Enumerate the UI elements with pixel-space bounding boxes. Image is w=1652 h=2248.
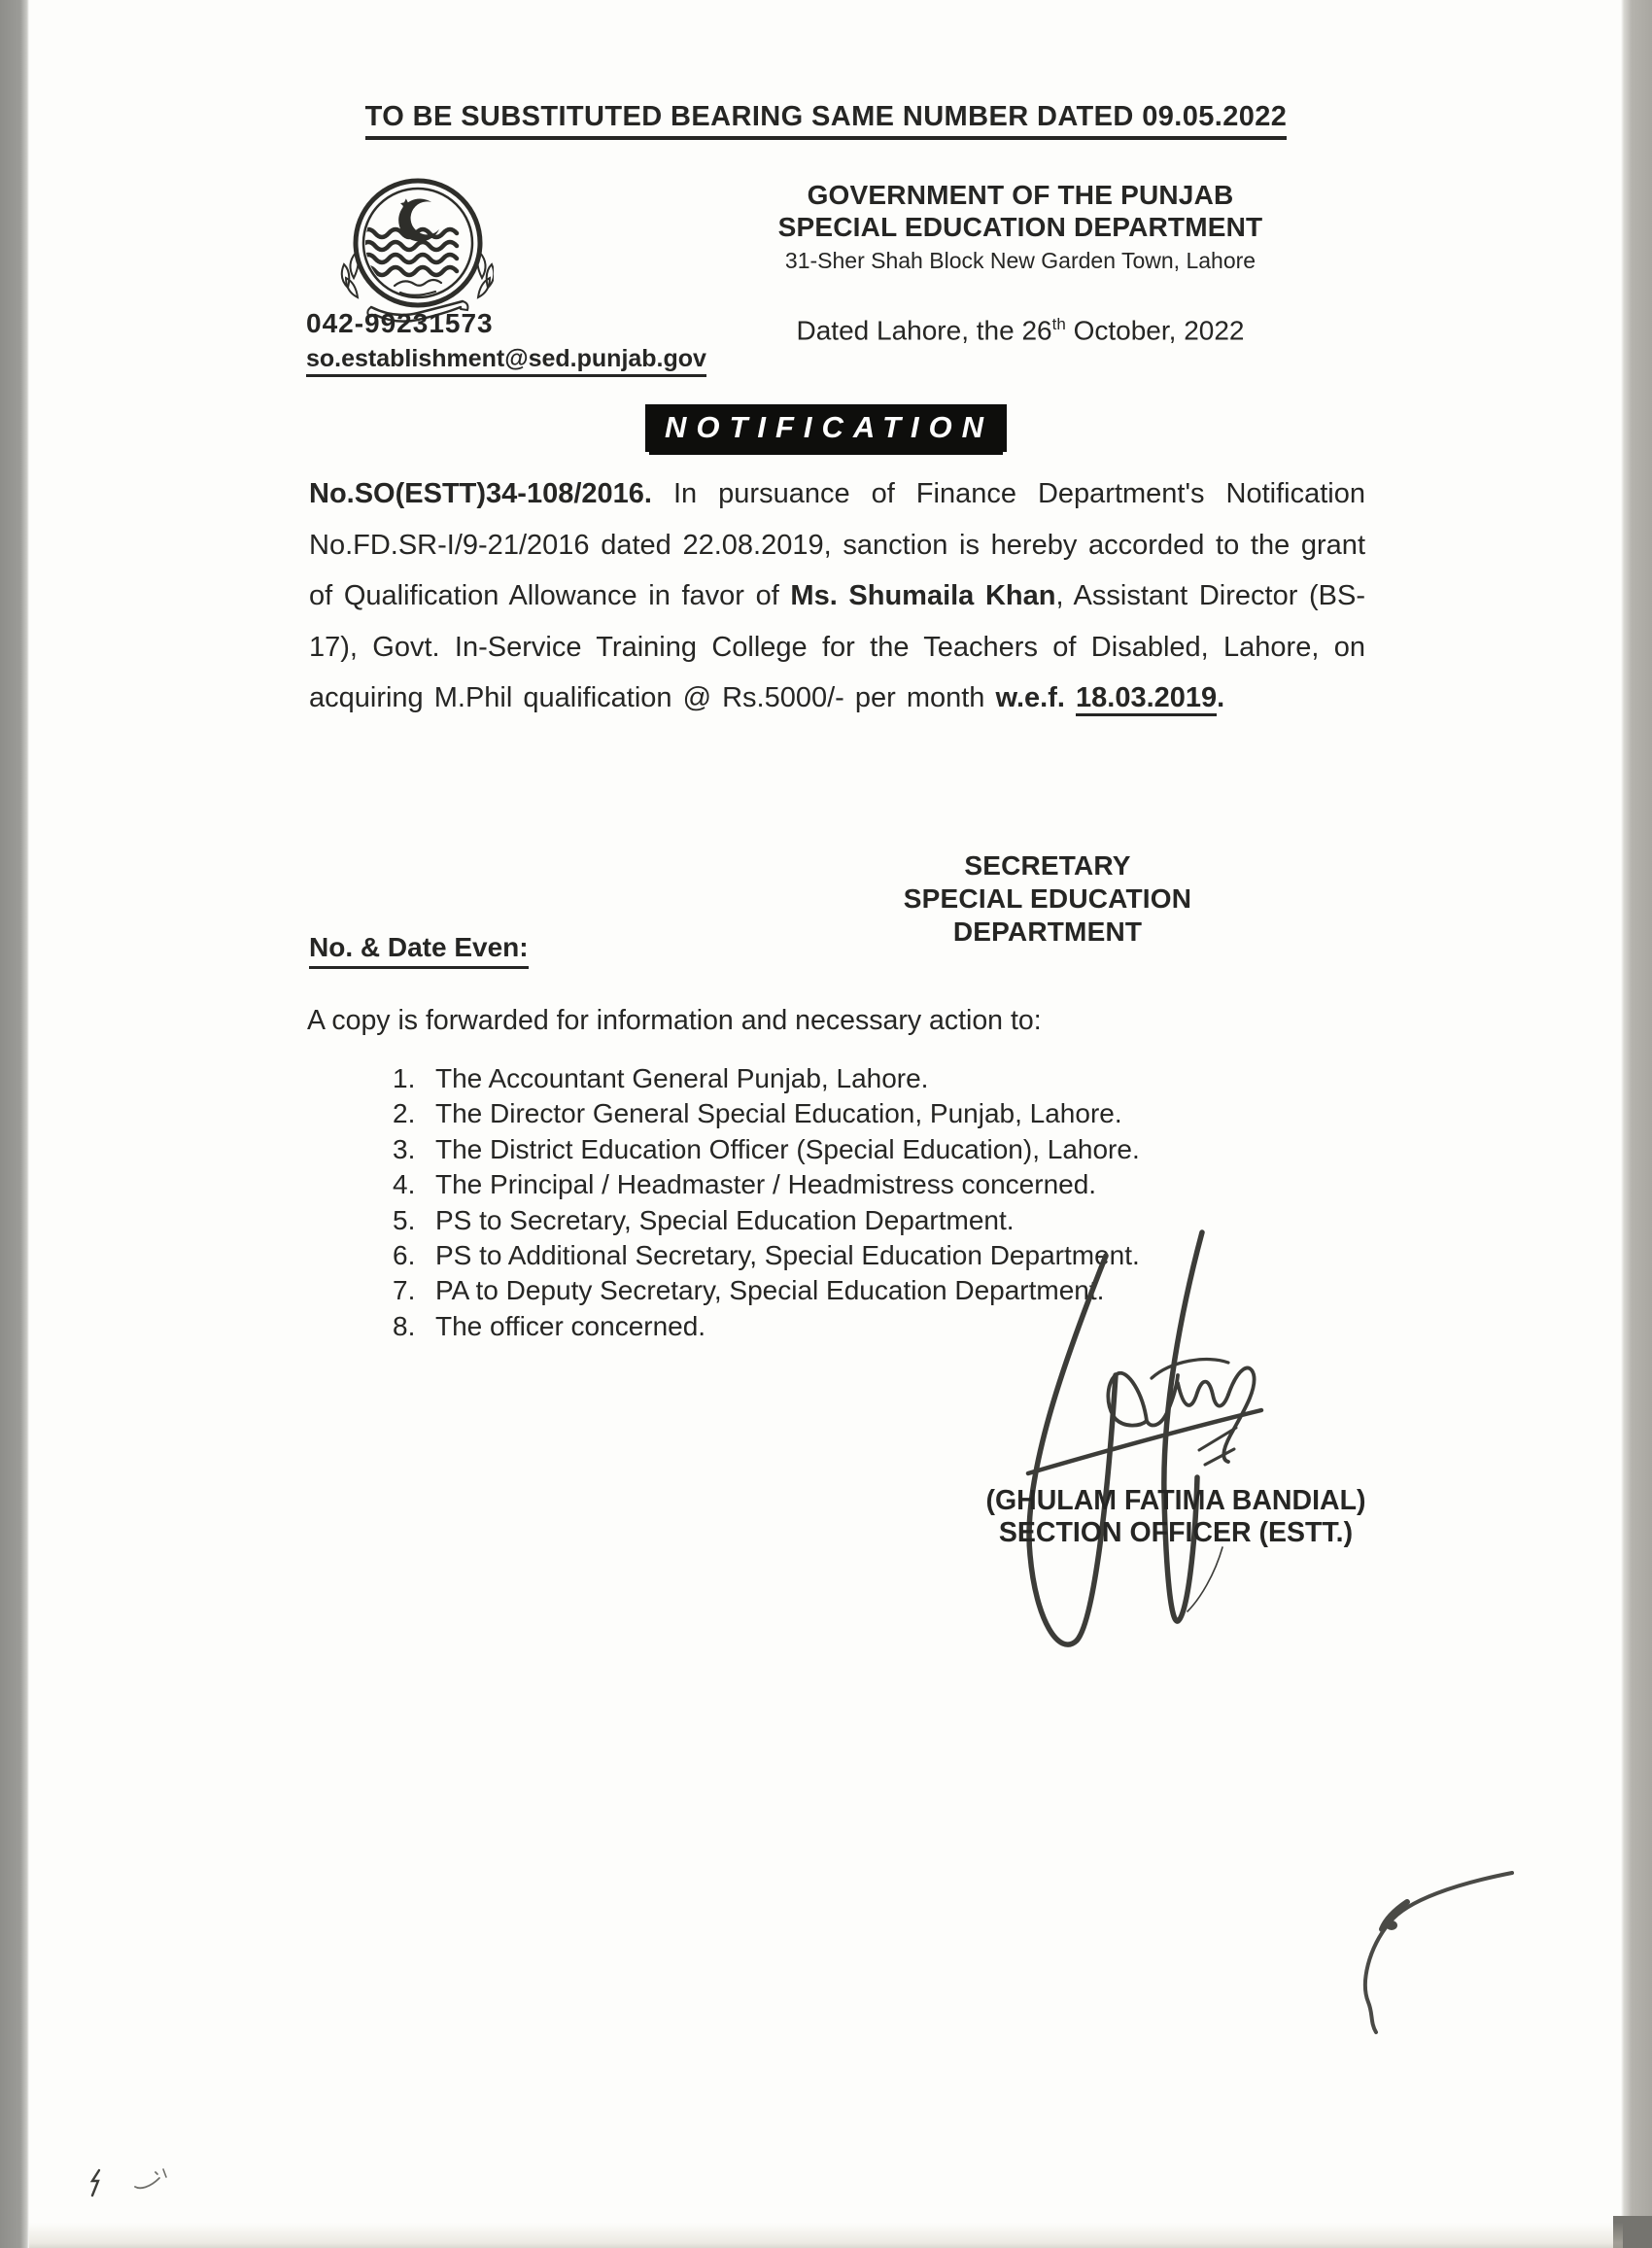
punjab-crest-logo bbox=[338, 173, 494, 329]
signatory-line2: SPECIAL EDUCATION bbox=[903, 883, 1192, 914]
dateline-ordinal: th bbox=[1051, 315, 1066, 333]
list-item-number: 8. bbox=[393, 1310, 416, 1341]
signatory-designation-block bbox=[853, 849, 1242, 949]
no-date-even-heading: No. & Date Even: bbox=[309, 932, 529, 969]
list-item-number: 1. bbox=[393, 1063, 416, 1093]
list-item-text: The District Education Officer (Special Education), Lahore. bbox=[435, 1133, 1140, 1164]
list-item-text: The Principal / Headmaster / Headmistress concerned. bbox=[435, 1169, 1097, 1200]
notification-body-paragraph bbox=[309, 468, 1365, 724]
list-item bbox=[393, 1167, 1364, 1202]
dateline-text: Dated Lahore, the 26 bbox=[796, 315, 1052, 346]
signature-name-block bbox=[928, 1485, 1424, 1549]
org-name-line2: SPECIAL EDUCATION DEPARTMENT bbox=[777, 212, 1263, 242]
reference-number: No.SO(ESTT)34-108/2016. bbox=[309, 478, 652, 509]
email-address: so.establishment@sed.punjab.gov bbox=[306, 345, 706, 377]
list-item-text: The officer concerned. bbox=[435, 1310, 706, 1341]
list-item-text: PS to Additional Secretary, Special Education Department. bbox=[435, 1240, 1140, 1271]
pen-mark-bottom-right bbox=[1341, 1851, 1535, 2046]
list-item-number: 7. bbox=[393, 1275, 416, 1306]
signatory-line3: DEPARTMENT bbox=[952, 916, 1143, 947]
list-item-number: 4. bbox=[393, 1169, 416, 1200]
notification-title-bar: NOTIFICATION bbox=[645, 404, 1007, 452]
signatory-title: SECTION OFFICER (ESTT.) bbox=[998, 1517, 1354, 1548]
signatory-name: (GHULAM FATIMA BANDIAL) bbox=[985, 1485, 1366, 1516]
list-item-number: 2. bbox=[393, 1098, 416, 1129]
officer-name: Ms. Shumaila Khan bbox=[790, 580, 1056, 612]
scan-edge-left bbox=[0, 0, 29, 2248]
list-item-number: 3. bbox=[393, 1133, 416, 1164]
org-name-line1: GOVERNMENT OF THE PUNJAB bbox=[807, 180, 1234, 210]
closing-period: . bbox=[1217, 682, 1225, 714]
notification-title-wrap bbox=[0, 404, 1652, 452]
dateline-rest: October, 2022 bbox=[1065, 315, 1245, 346]
body-text-2: , Assistant Director (BS-17), Govt. In-Service Training College for the Teachers of Disabled, Lahore, on acquiring M.Phil qualification @ Rs.5000/- per month bbox=[309, 580, 1365, 714]
handwritten-signature bbox=[952, 1220, 1458, 1677]
list-item bbox=[393, 1132, 1364, 1167]
scan-edge-right bbox=[1621, 0, 1652, 2248]
dateline bbox=[680, 315, 1360, 346]
signatory-line1: SECRETARY bbox=[964, 850, 1131, 881]
list-item-text: The Director General Special Education, Punjab, Lahore. bbox=[435, 1098, 1122, 1129]
top-substitution-notice: TO BE SUBSTITUTED BEARING SAME NUMBER DATED 09.05.2022 bbox=[0, 101, 1652, 140]
list-item-text: PA to Deputy Secretary, Special Education Department. bbox=[435, 1275, 1105, 1306]
list-item-number: 5. bbox=[393, 1204, 416, 1235]
body-text-1: In pursuance of Finance Department's Notification No.FD.SR-I/9-21/2016 dated 22.08.2019, sanction is hereby accorded to the grant of Qualification Allowance in favor of bbox=[309, 478, 1365, 612]
list-item-text: PS to Secretary, Special Education Department. bbox=[435, 1204, 1015, 1235]
list-item-number: 6. bbox=[393, 1240, 416, 1271]
scan-shadow-bottom bbox=[29, 2223, 1623, 2248]
org-address: 31-Sher Shah Block New Garden Town, Lahore bbox=[784, 248, 1256, 273]
effective-date: 18.03.2019 bbox=[1076, 682, 1217, 716]
list-item-text: The Accountant General Punjab, Lahore. bbox=[435, 1063, 929, 1093]
list-item bbox=[393, 1096, 1364, 1131]
pen-marks-bottom-left bbox=[78, 2162, 204, 2211]
letterhead-org-block bbox=[680, 179, 1360, 275]
phone-number: 042-99231573 bbox=[306, 308, 494, 338]
copy-forwarded-line: A copy is forwarded for information and necessary action to: bbox=[307, 1005, 1042, 1036]
list-item bbox=[393, 1061, 1364, 1096]
wef-label: w.e.f. bbox=[995, 682, 1076, 714]
